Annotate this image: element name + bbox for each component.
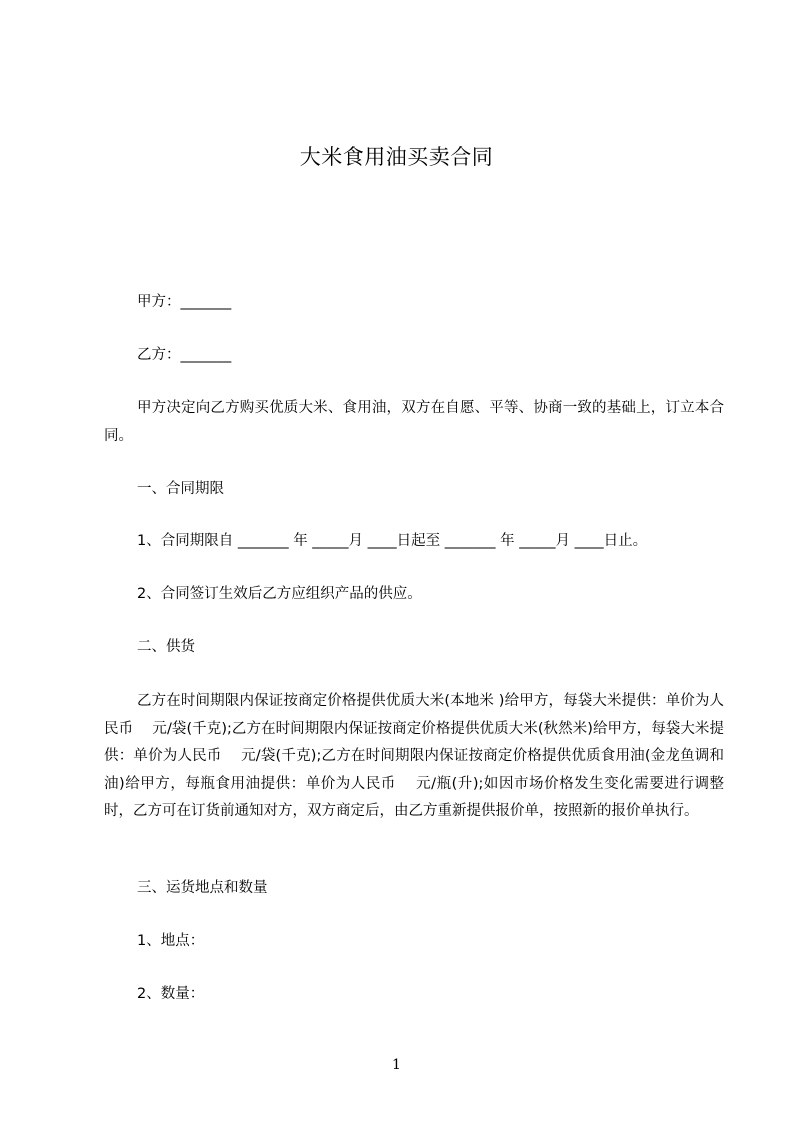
section-1-item-1: 1、合同期限自 _______ 年 _____月 ____日起至 _______ 年 _____月 ____日止。 bbox=[137, 533, 648, 549]
party-a-line: 甲方：_______ bbox=[137, 294, 232, 310]
party-b-line: 乙方：_______ bbox=[137, 347, 232, 363]
document-title: 大米食用油买卖合同 bbox=[299, 145, 494, 169]
section-3-item-2: 2、数量： bbox=[137, 986, 205, 1002]
section-3-item-1: 1、地点： bbox=[137, 933, 205, 949]
section-3-heading: 三、运货地点和数量 bbox=[137, 880, 268, 896]
intro-paragraph: 甲方决定向乙方购买优质大米、食用油，双方在自愿、平等、协商一致的基础上，订立本合同。 bbox=[104, 400, 724, 444]
section-1-item-2: 2、合同签订生效后乙方应组织产品的供应。 bbox=[137, 586, 422, 602]
section-2-heading: 二、供货 bbox=[137, 639, 195, 655]
section-1-heading: 一、合同期限 bbox=[137, 481, 224, 497]
section-2-body: 乙方在时间期限内保证按商定价格提供优质大米(本地米 )给甲方，每袋大米提供：单价为人民币 元/袋(千克);乙方在时间期限内保证按商定价格提供优质大米(秋然米)给甲方，每袋大米提供：单价为人民币 元/袋(千克);乙方在时间期限内保证按商定价格提供优质食用油(金龙鱼调和油)给甲方，每瓶食用油提供：单价为人民币 元/瓶(升);如因市场价格发生变化需要进行调整时，乙方可在订货前通知对方，双方商定后，由乙方重新提供报价单，按照新的报价单执行。 bbox=[104, 693, 724, 819]
page-number: 1 bbox=[392, 1057, 401, 1073]
